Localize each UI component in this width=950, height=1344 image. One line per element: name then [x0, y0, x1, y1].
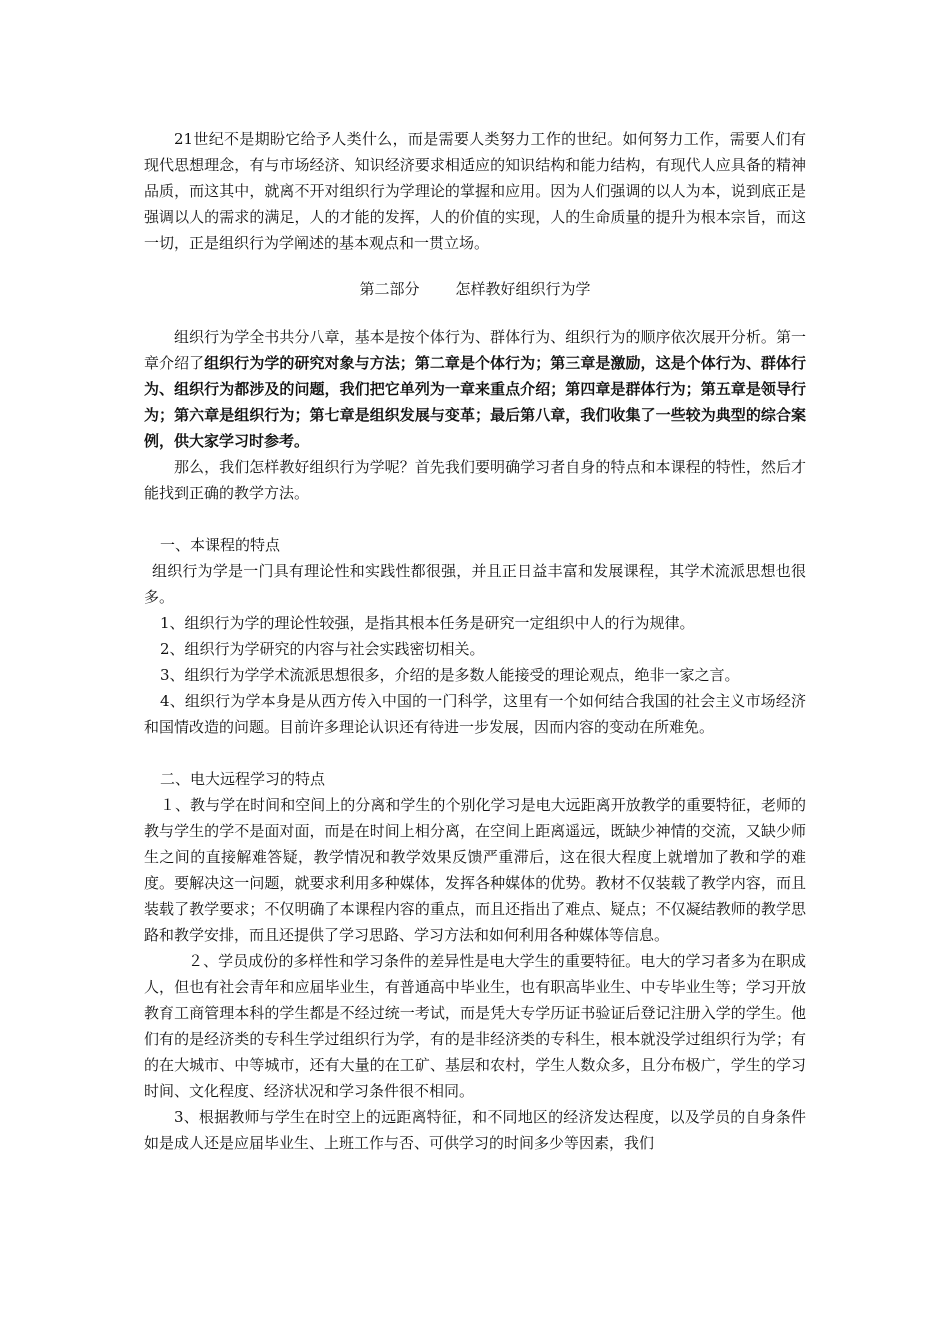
- section1-item: 2、组织行为学研究的内容与社会实践密切相关。: [160, 640, 485, 658]
- overview-chapters: 组织行为学的研究对象与方法；第二章是个体行为；第三章是激励，这是个体行为、群体行为、组织行为都涉及的问题，我们把它单列为一章来重点介绍；第四章是群体行为；第五章是领导行为；第六章是组织行为；第七章是组织发展与变革；最后第八章，我们收集了一些较为典型的综合案例，供大家学习时参考。: [144, 354, 806, 450]
- section1-item: 3、组织行为学学术流派思想很多，介绍的是多数人能接受的理论观点，绝非一家之言。: [160, 666, 740, 684]
- section1-item: 1、组织行为学的理论性较强，是指其根本任务是研究一定组织中人的行为规律。: [160, 614, 695, 632]
- part-title-number: 第二部分: [359, 280, 420, 298]
- section2-item: １、教与学在时间和空间上的分离和学生的个别化学习是电大远距离开放教学的重要特征，老师的教与学生的学不是面对面，而是在时间上相分离，在空间上距离遥远，既缺少神情的交流，又缺少师生之间的直接解难答疑，教学情况和教学效果反馈严重滞后，这在很大程度上就增加了教和学的难度。要解决这一问题，就要求利用多种媒体，发挥各种媒体的优势。教材不仅装载了教学内容，而且装载了教学要求；不仅明确了本课程内容的重点，而且还指出了难点、疑点；不仅凝结教师的教学思路和教学安排，而且还提供了学习思路、学习方法和如何利用各种媒体等信息。: [144, 796, 806, 944]
- part-title: [144, 276, 806, 302]
- overview-lead: 组织行为学全书共分八章，基本是按个体行为、群体行为、组织行为的顺序依次展开分析。第一章介绍了: [144, 328, 806, 372]
- section2-item: 3、根据教师与学生在时空上的远距离特征，和不同地区的经济发达程度，以及学员的自身条件如是成人还是应届毕业生、上班工作与否、可供学习的时间多少等因素，我们: [144, 1108, 806, 1152]
- section2-item: ２、学员成份的多样性和学习条件的差异性是电大学生的重要特征。电大的学习者多为在职成人，但也有社会青年和应届毕业生，有普通高中毕业生，也有职高毕业生、中专毕业生等；学习开放教育工商管理本科的学生都是不经过统一考试，而是凭大专学历证书验证后登记注册入学的学生。他们有的是经济类的专科生学过组织行为学，有的是非经济类的专科生，根本就没学过组织行为学；有的在大城市、中等城市，还有大量的在工矿、基层和农村，学生人数众多，且分布极广，学生的学习时间、文化程度、经济状况和学习条件很不相同。: [144, 952, 806, 1100]
- document-body: [144, 126, 806, 1156]
- section1-item: 4、组织行为学本身是从西方传入中国的一门科学，这里有一个如何结合我国的社会主义市场经济和国情改造的问题。目前许多理论认识还有待进一步发展，因而内容的变动在所难免。: [144, 692, 806, 736]
- section1-heading: 一、本课程的特点: [160, 536, 281, 554]
- part-title-text: 怎样教好组织行为学: [455, 280, 591, 298]
- question-paragraph: 那么，我们怎样教好组织行为学呢？首先我们要明确学习者自身的特点和本课程的特性，然后才能找到正确的教学方法。: [144, 458, 806, 502]
- section1-intro: 组织行为学是一门具有理论性和实践性都很强，并且正日益丰富和发展课程，其学术流派思想也很多。: [144, 562, 806, 606]
- overview-paragraph: [144, 324, 806, 454]
- intro-paragraph: 21世纪不是期盼它给予人类什么，而是需要人类努力工作的世纪。如何努力工作，需要人们有现代思想理念，有与市场经济、知识经济要求相适应的知识结构和能力结构，有现代人应具备的精神品质，而这其中，就离不开对组织行为学理论的掌握和应用。因为人们强调的以人为本，说到底正是强调以人的需求的满足，人的才能的发挥，人的价值的实现，人的生命质量的提升为根本宗旨，而这一切，正是组织行为学阐述的基本观点和一贯立场。: [144, 130, 806, 252]
- section2-heading: 二、电大远程学习的特点: [160, 770, 326, 788]
